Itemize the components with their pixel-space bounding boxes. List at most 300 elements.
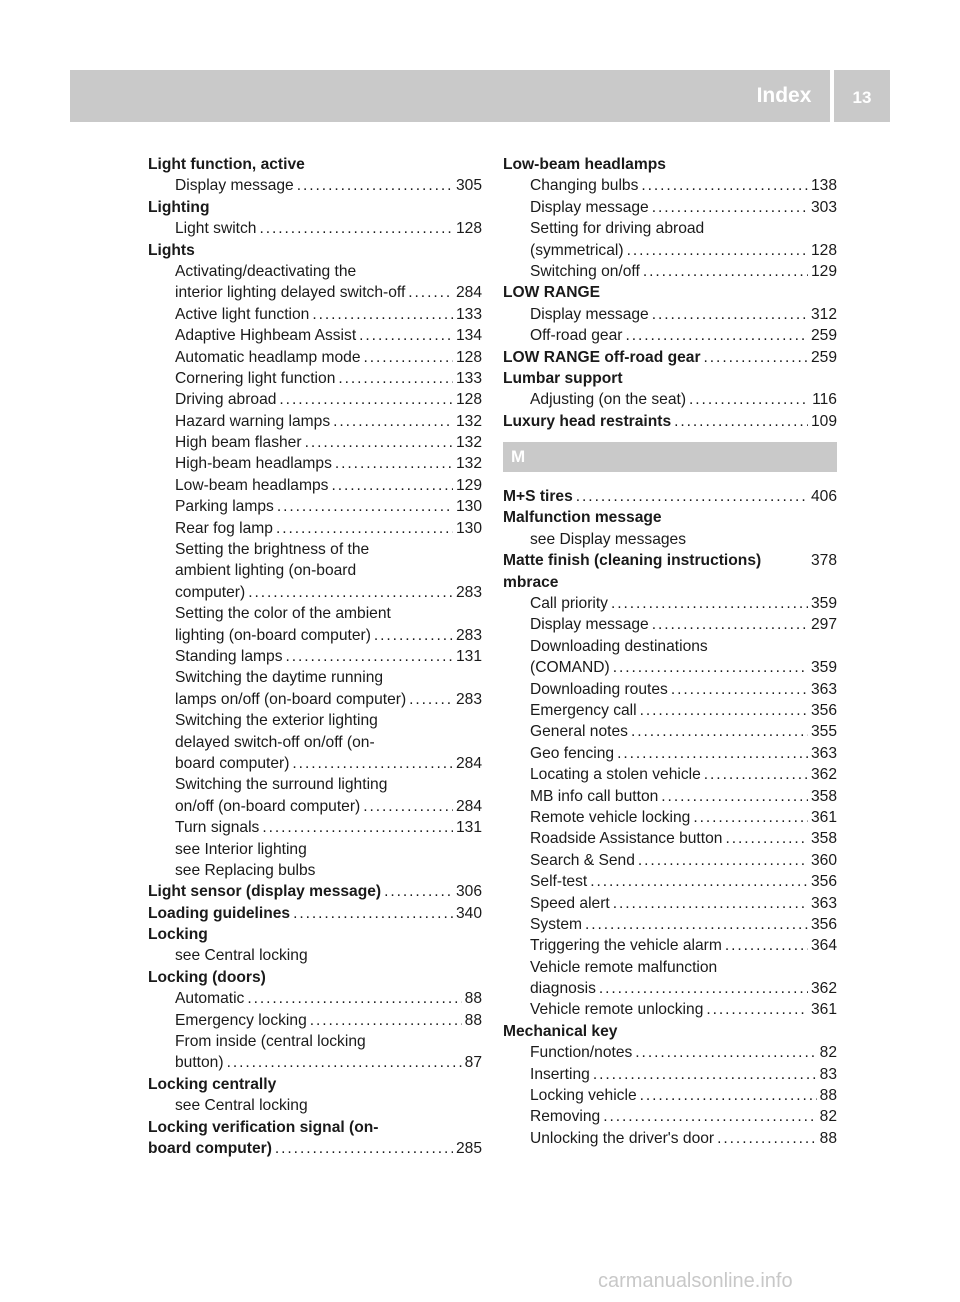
entry-text: see Interior lighting: [175, 840, 307, 858]
page-ref[interactable]: 131: [455, 647, 482, 665]
dot-leader: [613, 893, 808, 914]
entry-text: LOW RANGE: [503, 284, 601, 302]
index-subentry: [503, 935, 837, 956]
entry-text: Switching on/off: [530, 262, 640, 280]
entry-text: Rear fog lamp: [175, 519, 273, 537]
index-subentry: [148, 325, 482, 346]
entry-text: Setting for driving abroad: [530, 220, 705, 238]
index-entry: [503, 411, 837, 432]
entry-text: Self-test: [530, 873, 588, 891]
entry-text: Luxury head restraints: [503, 412, 672, 430]
index-subentry: [503, 893, 837, 914]
index-group-l: [503, 154, 837, 432]
entry-text: Loading guidelines: [148, 904, 291, 922]
page-ref[interactable]: 129: [810, 262, 837, 280]
entry-text: Automatic: [175, 990, 245, 1008]
entry-text: see Central locking: [175, 947, 308, 965]
entry-text: Triggering the vehicle alarm: [530, 937, 722, 955]
page-ref[interactable]: 129: [455, 476, 482, 494]
page-ref[interactable]: 306: [455, 883, 482, 901]
entry-text: Matte finish (cleaning instructions): [503, 552, 762, 570]
page-ref[interactable]: 359: [810, 659, 837, 677]
page-ref[interactable]: 358: [810, 830, 837, 848]
page-ref[interactable]: 259: [810, 327, 837, 345]
dot-leader: [627, 240, 808, 261]
index-subentry: [503, 240, 837, 261]
entry-text: mbrace: [503, 573, 559, 591]
page-ref[interactable]: 362: [810, 980, 837, 998]
index-subentry: [148, 817, 482, 838]
index-subentry: [148, 582, 482, 603]
dot-leader: [761, 550, 811, 571]
page-ref[interactable]: 83: [819, 1065, 837, 1083]
dot-leader: [335, 453, 453, 474]
index-subentry: [148, 689, 482, 710]
dot-leader: [613, 657, 808, 678]
index-entry: [503, 368, 837, 389]
entry-text: Roadside Assistance button: [530, 830, 723, 848]
index-subentry: [503, 871, 837, 892]
index-subentry: [503, 786, 837, 807]
index-subentry: [503, 1085, 837, 1106]
entry-text: on/off (on-board computer): [175, 797, 361, 815]
watermark: carmanualsonline.info: [598, 1270, 793, 1292]
dot-leader: [625, 325, 808, 346]
index-subentry: [148, 539, 482, 560]
index-subentry: [148, 432, 482, 453]
index-subentry: [503, 175, 837, 196]
entry-text: board computer): [175, 754, 290, 772]
index-subentry: [148, 518, 482, 539]
index-subentry: [148, 1031, 482, 1052]
entry-text: Cornering light function: [175, 369, 336, 387]
page-ref[interactable]: 88: [819, 1087, 837, 1105]
entry-text: Locking (doors): [148, 968, 266, 986]
dot-leader: [259, 218, 452, 239]
dot-leader: [576, 486, 808, 507]
index-entry: [503, 154, 837, 175]
entry-text: Setting the brightness of the: [175, 541, 370, 559]
page-ref[interactable]: 363: [810, 894, 837, 912]
entry-text: Light switch: [175, 220, 257, 238]
entry-text: Locating a stolen vehicle: [530, 766, 701, 784]
index-subentry: [148, 646, 482, 667]
dot-leader: [247, 988, 461, 1009]
dot-leader: [297, 175, 453, 196]
page-ref[interactable]: 82: [819, 1044, 837, 1062]
entry-text: Switching the exterior lighting: [175, 712, 378, 730]
entry-text: Display message: [530, 305, 649, 323]
index-entry: [148, 197, 482, 218]
entry-text: Lumbar support: [503, 369, 623, 387]
page-ref[interactable]: 128: [810, 241, 837, 259]
dot-leader: [331, 475, 453, 496]
entry-text: From inside (central locking: [175, 1033, 366, 1051]
entry-text: High-beam headlamps: [175, 455, 332, 473]
index-subentry: [148, 988, 482, 1009]
page-ref[interactable]: 88: [464, 1011, 482, 1029]
index-entry: [148, 1138, 482, 1159]
entry-text: Inserting: [530, 1065, 590, 1083]
index-entry: [503, 507, 837, 528]
index-subentry: [503, 743, 837, 764]
page-ref[interactable]: 128: [455, 348, 482, 366]
index-subentry: [503, 218, 837, 239]
page-ref[interactable]: 133: [455, 305, 482, 323]
entry-text: Mechanical key: [503, 1022, 618, 1040]
page-ref[interactable]: 283: [455, 690, 482, 708]
index-subentry: [503, 614, 837, 635]
page-ref[interactable]: 360: [810, 851, 837, 869]
entry-text: Active light function: [175, 305, 310, 323]
dot-leader: [693, 807, 808, 828]
dot-leader: [704, 347, 808, 368]
entry-text: Display message: [530, 198, 649, 216]
dot-leader: [312, 304, 453, 325]
dot-leader: [293, 903, 453, 924]
index-subentry: [503, 304, 837, 325]
dot-leader: [590, 871, 808, 892]
index-subentry: [148, 839, 482, 860]
page-ref[interactable]: 355: [810, 723, 837, 741]
index-entry: [148, 924, 482, 945]
index-subentry: [503, 593, 837, 614]
dot-leader: [671, 679, 808, 700]
dot-leader: [275, 1138, 453, 1159]
entry-text: Emergency call: [530, 701, 637, 719]
entry-text: Display message: [175, 177, 294, 195]
index-subentry: [503, 1128, 837, 1149]
dot-leader: [374, 625, 453, 646]
entry-text: High beam flasher: [175, 434, 302, 452]
index-subentry: [148, 175, 482, 196]
entry-text: Switching the surround lighting: [175, 776, 388, 794]
entry-text: Changing bulbs: [530, 177, 639, 195]
index-subentry: [503, 700, 837, 721]
index-subentry: [148, 732, 482, 753]
page-ref[interactable]: 131: [455, 819, 482, 837]
index-entry: [503, 550, 837, 571]
entry-text: computer): [175, 583, 246, 601]
entry-text: Switching the daytime running: [175, 669, 384, 687]
entry-text: Locking vehicle: [530, 1087, 637, 1105]
dot-leader: [227, 1052, 462, 1073]
page-ref[interactable]: 303: [810, 198, 837, 216]
dot-leader: [652, 304, 808, 325]
entry-text: Off-road gear: [530, 327, 623, 345]
index-subentry: [148, 625, 482, 646]
index-subentry: [148, 304, 482, 325]
index-subentry: [503, 389, 837, 410]
dot-leader: [635, 1042, 816, 1063]
entry-text: Lighting: [148, 198, 210, 216]
dot-leader: [359, 325, 453, 346]
dot-leader: [384, 881, 453, 902]
index-entry: [148, 154, 482, 175]
entry-text: Driving abroad: [175, 391, 277, 409]
index-subentry: [148, 710, 482, 731]
dot-leader: [363, 796, 453, 817]
dot-leader: [338, 368, 453, 389]
entry-text: General notes: [530, 723, 628, 741]
dot-leader: [704, 764, 808, 785]
index-subentry: [148, 475, 482, 496]
dot-leader: [409, 689, 453, 710]
entry-text: board computer): [148, 1139, 272, 1157]
entry-text: Standing lamps: [175, 647, 283, 665]
page-ref[interactable]: 361: [810, 1001, 837, 1019]
entry-text: interior lighting delayed switch-off: [175, 284, 406, 302]
index-subentry: [148, 945, 482, 966]
page-ref[interactable]: 133: [455, 369, 482, 387]
entry-text: Hazard warning lamps: [175, 412, 331, 430]
index-subentry: [148, 261, 482, 282]
entry-text: M+S tires: [503, 488, 573, 506]
page-ref[interactable]: 362: [810, 766, 837, 784]
page-ref[interactable]: 356: [810, 915, 837, 933]
index-subentry: [503, 529, 837, 550]
page-ref[interactable]: 356: [810, 873, 837, 891]
page-ref[interactable]: 305: [455, 177, 482, 195]
page-ref[interactable]: 128: [455, 220, 482, 238]
index-subentry: [503, 261, 837, 282]
dot-leader: [674, 411, 808, 432]
page-ref[interactable]: 284: [455, 797, 482, 815]
index-subentry: [148, 496, 482, 517]
entry-text: Downloading destinations: [530, 637, 708, 655]
index-entry: [148, 881, 482, 902]
dot-leader: [725, 935, 808, 956]
entry-text: see Central locking: [175, 1097, 308, 1115]
index-entry: [148, 1074, 482, 1095]
page-ref[interactable]: 283: [455, 626, 482, 644]
page-ref[interactable]: 356: [810, 701, 837, 719]
dot-leader: [641, 175, 808, 196]
entry-text: Setting the color of the ambient: [175, 605, 391, 623]
page-ref[interactable]: 109: [810, 412, 837, 430]
entry-text: Removing: [530, 1108, 601, 1126]
dot-leader: [689, 389, 809, 410]
page-ref[interactable]: 363: [810, 680, 837, 698]
entry-text: diagnosis: [530, 980, 596, 998]
index-subentry: [148, 667, 482, 688]
page-ref[interactable]: 130: [455, 519, 482, 537]
index-subentry: [503, 764, 837, 785]
dot-leader: [643, 261, 808, 282]
page-ref[interactable]: 363: [810, 744, 837, 762]
index-subentry: [148, 368, 482, 389]
index-entry: [503, 347, 837, 368]
entry-text: Locking: [148, 926, 208, 944]
index-subentry: [148, 389, 482, 410]
dot-leader: [631, 721, 808, 742]
dot-leader: [652, 197, 808, 218]
index-entry: [148, 967, 482, 988]
dot-leader: [276, 518, 453, 539]
page-number: 13: [852, 88, 872, 107]
index-entry: [148, 240, 482, 261]
index-entry: [503, 486, 837, 507]
index-subentry: [503, 721, 837, 742]
index-subentry: [503, 978, 837, 999]
index-subentry: [503, 197, 837, 218]
index-subentry: [503, 325, 837, 346]
dot-leader: [652, 614, 808, 635]
entry-text: lighting (on-board computer): [175, 626, 371, 644]
dot-leader: [599, 978, 808, 999]
page-ref[interactable]: 364: [810, 937, 837, 955]
index-subentry: [148, 774, 482, 795]
page-ref[interactable]: 361: [810, 808, 837, 826]
dot-leader: [305, 432, 453, 453]
entry-text: (symmetrical): [530, 241, 624, 259]
index-entry: [503, 1021, 837, 1042]
entry-text: ambient lighting (on-board: [175, 562, 357, 580]
entry-text: Locking centrally: [148, 1075, 277, 1093]
index-subentry: [148, 603, 482, 624]
entry-text: Parking lamps: [175, 498, 274, 516]
index-subentry: [148, 796, 482, 817]
entry-text: Display message: [530, 616, 649, 634]
index-subentry: [148, 218, 482, 239]
entry-text: Search & Send: [530, 851, 635, 869]
index-entry: [503, 572, 837, 593]
page-ref[interactable]: 378: [810, 552, 837, 570]
entry-text: Light sensor (display message): [148, 883, 382, 901]
page-ref[interactable]: 285: [455, 1139, 482, 1157]
page-ref[interactable]: 284: [455, 754, 482, 772]
dot-leader: [292, 753, 453, 774]
dot-leader: [638, 850, 808, 871]
page-ref[interactable]: 128: [455, 391, 482, 409]
index-subentry: [148, 453, 482, 474]
header-title: Index: [756, 84, 812, 107]
page-ref[interactable]: 82: [819, 1108, 837, 1126]
entry-text: lamps on/off (on-board computer): [175, 690, 407, 708]
index-subentry: [503, 636, 837, 657]
entry-text: Turn signals: [175, 819, 260, 837]
page-ref[interactable]: 358: [810, 787, 837, 805]
page-ref[interactable]: 283: [455, 583, 482, 601]
dot-leader: [262, 817, 453, 838]
page-ref[interactable]: 116: [812, 391, 837, 409]
entry-text: Low-beam headlamps: [503, 156, 666, 173]
index-column-right: [503, 154, 837, 1149]
entry-text: Remote vehicle locking: [530, 808, 691, 826]
page-ref[interactable]: 340: [455, 904, 482, 922]
entry-text: Unlocking the driver's door: [530, 1129, 715, 1147]
dot-leader: [277, 496, 453, 517]
dot-leader: [611, 593, 808, 614]
entry-text: delayed switch-off on/off (on-: [175, 733, 375, 751]
section-letter-m: M: [503, 442, 837, 472]
dot-leader: [725, 828, 808, 849]
page-ref[interactable]: 132: [455, 455, 482, 473]
index-subentry: [148, 411, 482, 432]
page-ref[interactable]: 259: [810, 348, 837, 366]
entry-text: Locking verification signal (on-: [148, 1118, 379, 1136]
index-subentry: [148, 347, 482, 368]
entry-text: button): [175, 1054, 224, 1072]
entry-text: System: [530, 915, 582, 933]
entry-text: Vehicle remote malfunction: [530, 958, 718, 976]
entry-text: Activating/deactivating the: [175, 262, 357, 280]
index-entry: [148, 1117, 482, 1138]
dot-leader: [640, 700, 808, 721]
index-entry: [148, 903, 482, 924]
index-subentry: [148, 1052, 482, 1073]
page-ref[interactable]: 130: [455, 498, 482, 516]
dot-leader: [248, 582, 453, 603]
entry-text: Adjusting (on the seat): [530, 391, 687, 409]
index-group-m: [503, 486, 837, 1149]
entry-text: Low-beam headlamps: [175, 476, 329, 494]
entry-text: Downloading routes: [530, 680, 668, 698]
dot-leader: [661, 786, 808, 807]
entry-text: Adaptive Highbeam Assist: [175, 327, 357, 345]
index-subentry: [148, 1095, 482, 1116]
entry-text: Light function, active: [148, 156, 305, 173]
entry-text: Malfunction message: [503, 509, 662, 527]
dot-leader: [617, 743, 808, 764]
dot-leader: [640, 1085, 817, 1106]
page-ref[interactable]: 284: [455, 284, 482, 302]
index-subentry: [148, 753, 482, 774]
entry-text: Emergency locking: [175, 1011, 307, 1029]
page-ref[interactable]: 138: [810, 177, 837, 195]
index-column-left: [148, 154, 482, 1159]
page-ref[interactable]: 87: [464, 1054, 482, 1072]
index-entry: [503, 282, 837, 303]
index-subentry: [148, 860, 482, 881]
entry-text: Lights: [148, 241, 195, 259]
index-subentry: [503, 1042, 837, 1063]
page-ref[interactable]: 312: [810, 305, 837, 323]
dot-leader: [706, 999, 808, 1020]
page-ref[interactable]: 132: [455, 434, 482, 452]
index-subentry: [503, 914, 837, 935]
dot-leader: [593, 1064, 817, 1085]
page-ref[interactable]: 406: [810, 488, 837, 506]
page-ref[interactable]: 134: [455, 327, 482, 345]
page-ref[interactable]: 359: [810, 595, 837, 613]
dot-leader: [286, 646, 453, 667]
index-subentry: [503, 828, 837, 849]
dot-leader: [717, 1128, 817, 1149]
index-subentry: [503, 850, 837, 871]
dot-leader: [310, 1010, 462, 1031]
page-ref[interactable]: 88: [464, 990, 482, 1008]
index-subentry: [503, 657, 837, 678]
dot-leader: [364, 347, 453, 368]
entry-text: Call priority: [530, 595, 608, 613]
dot-leader: [585, 914, 808, 935]
index-subentry: [503, 1106, 837, 1127]
dot-leader: [408, 282, 453, 303]
index-subentry: [503, 1064, 837, 1085]
page-ref[interactable]: 88: [819, 1129, 837, 1147]
page-ref[interactable]: 297: [810, 616, 837, 634]
index-subentry: [503, 999, 837, 1020]
entry-text: Vehicle remote unlocking: [530, 1001, 704, 1019]
index-subentry: [503, 679, 837, 700]
entry-text: Automatic headlamp mode: [175, 348, 361, 366]
dot-leader: [333, 411, 453, 432]
dot-leader: [279, 389, 453, 410]
page-ref[interactable]: 132: [455, 412, 482, 430]
index-subentry: [148, 1010, 482, 1031]
entry-text: Geo fencing: [530, 744, 615, 762]
